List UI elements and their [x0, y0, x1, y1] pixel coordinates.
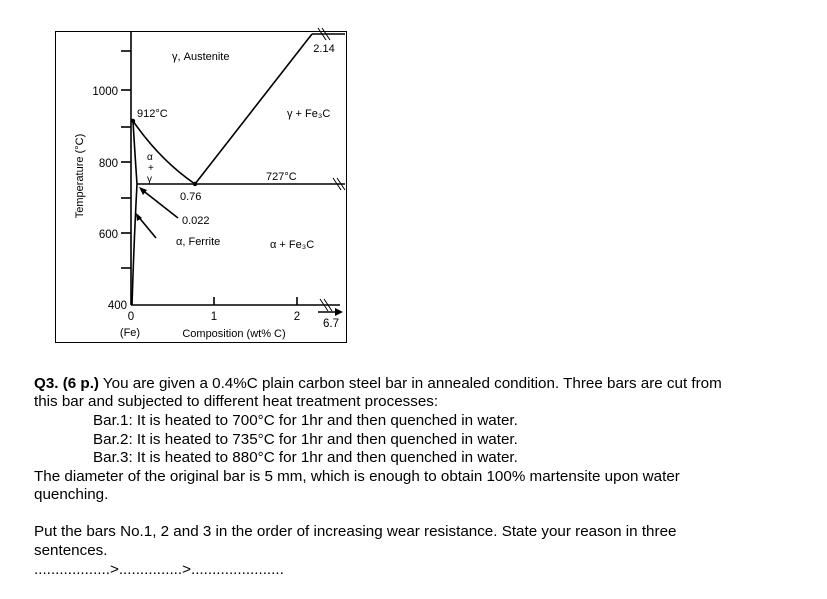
region-alpha-gamma-plus: +: [148, 163, 154, 174]
x-end-label: 6.7: [323, 318, 339, 330]
arrow-0022: [141, 189, 178, 218]
bar-1-text: Bar.1: It is heated to 700°C for 1hr and then quenched in water.: [93, 412, 518, 429]
arrowhead-0022: [139, 187, 147, 195]
task-line-1: Put the bars No.1, 2 and 3 in the order of increasing wear resistance. State your reason in three: [34, 523, 677, 540]
label-912c: 912°C: [137, 108, 168, 120]
x-tick-label-1: 1: [210, 311, 218, 323]
y-tick-label-1000: 1000: [92, 86, 118, 98]
bar-2-text: Bar.2: It is heated to 735°C for 1hr and then quenched in water.: [93, 431, 518, 448]
region-alpha-gamma-g: γ: [147, 174, 152, 185]
task-line-2: sentences.: [34, 542, 108, 559]
question-heading: Q3. (6 p.): [34, 375, 99, 392]
x-tick-label-2: 2: [293, 311, 301, 323]
label-2-14: 2.14: [313, 43, 335, 55]
point-912: [131, 119, 135, 123]
label-0022: 0.022: [182, 215, 210, 227]
diameter-line-2: quenching.: [34, 486, 109, 503]
y-tick-label-400: 400: [107, 300, 127, 312]
ferrite-boundary-upper: [133, 121, 137, 184]
region-austenite: γ, Austenite: [172, 51, 230, 63]
arrowhead-x-axis: [335, 308, 343, 316]
region-alpha-gamma-a: α: [147, 152, 153, 163]
x-axis-label: Composition (wt% C): [182, 328, 286, 340]
diameter-line-1: The diameter of the original bar is 5 mm, which is enough to obtain 100% martensite upon water: [34, 468, 680, 485]
a3-boundary: [133, 121, 195, 184]
y-axis-label: Temperature (°C): [74, 133, 86, 219]
question-intro-line-1: [34, 375, 722, 393]
region-alpha-fe3c: α + Fe₃C: [270, 239, 315, 251]
label-076: 0.76: [180, 191, 202, 203]
region-gamma-fe3c: γ + Fe₃C: [287, 108, 331, 120]
x-origin-label: (Fe): [119, 327, 141, 339]
region-ferrite: α, Ferrite: [176, 236, 221, 248]
point-076: [193, 182, 197, 186]
answer-line: ..................>...............>......................: [34, 561, 284, 578]
label-727c: 727°C: [266, 171, 297, 183]
diagram-frame: [56, 32, 347, 343]
bar-3-text: Bar.3: It is heated to 880°C for 1hr and then quenched in water.: [93, 449, 518, 466]
ferrite-solvus: [132, 184, 137, 305]
x-tick-label-0: 0: [127, 311, 135, 323]
question-intro-text: You are given a 0.4%C plain carbon steel bar in annealed condition. Three bars are cut from: [98, 375, 722, 392]
y-tick-label-800: 800: [98, 158, 118, 170]
question-intro-line-2: this bar and subjected to different heat treatment processes:: [34, 393, 439, 410]
y-tick-label-600: 600: [98, 229, 118, 241]
